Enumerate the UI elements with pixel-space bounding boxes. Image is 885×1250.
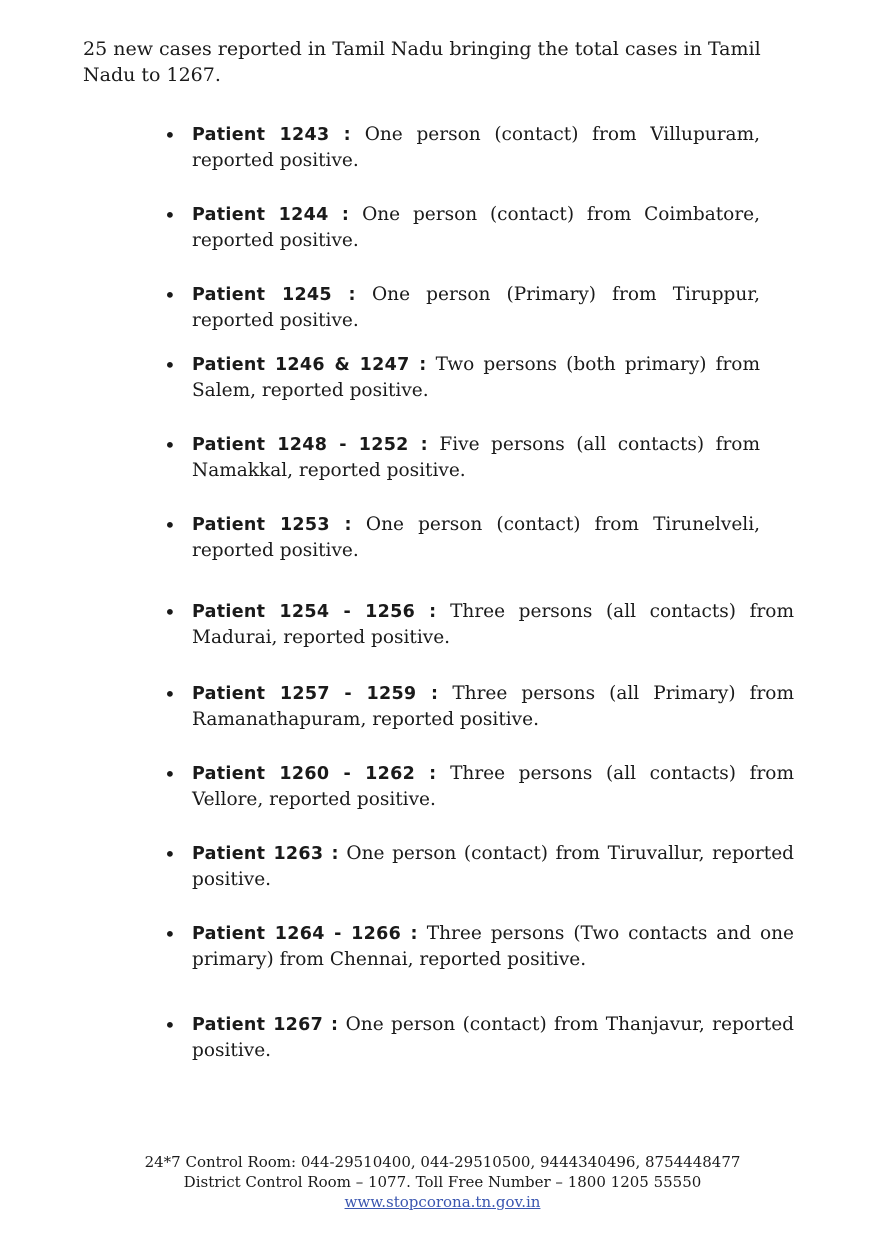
bullet-icon: •	[164, 203, 176, 227]
bullet-icon: •	[164, 922, 176, 946]
intro-paragraph: 25 new cases reported in Tamil Nadu bringing the total cases in Tamil Nadu to 1267.	[83, 38, 761, 86]
patient-description: Two persons (both primary) from Salem, reported positive.	[192, 354, 760, 401]
patient-description: One person (contact) from Tiruvallur, reported positive.	[192, 843, 794, 890]
patient-id: Patient 1244 :	[192, 205, 350, 225]
patient-id: Patient 1264 - 1266 :	[192, 924, 418, 944]
patient-id: Patient 1257 - 1259 :	[192, 684, 439, 704]
list-item	[164, 1012, 795, 1064]
list-item	[164, 202, 760, 254]
bullet-icon: •	[164, 762, 176, 786]
district-control-room: District Control Room – 1077. Toll Free Number – 1800 1205 55550	[183, 1173, 702, 1191]
bullet-icon: •	[164, 842, 176, 866]
list-item	[164, 282, 760, 334]
patient-id: Patient 1246 & 1247 :	[192, 355, 427, 375]
bullet-icon: •	[164, 353, 176, 377]
patient-description: One person (contact) from Tirunelveli, reported positive.	[192, 514, 760, 561]
control-room-numbers: 24*7 Control Room: 044-29510400, 044-29510500, 9444340496, 8754448477	[144, 1153, 741, 1171]
patient-description: Three persons (all contacts) from Vellore, reported positive.	[192, 763, 794, 810]
list-item	[164, 761, 794, 813]
list-item	[164, 599, 794, 651]
patient-id: Patient 1245 :	[192, 285, 356, 305]
patient-description: Three persons (all contacts) from Madurai, reported positive.	[192, 601, 794, 648]
bullet-icon: •	[164, 682, 176, 706]
list-item	[164, 352, 760, 404]
patient-description: Five persons (all contacts) from Namakkal, reported positive.	[192, 434, 760, 481]
patient-id: Patient 1248 - 1252 :	[192, 435, 428, 455]
patient-id: Patient 1254 - 1256 :	[192, 602, 437, 622]
patient-description: Three persons (all Primary) from Ramanathapuram, reported positive.	[192, 683, 794, 730]
list-item	[164, 432, 760, 484]
patient-id: Patient 1253 :	[192, 515, 352, 535]
patient-id: Patient 1243 :	[192, 125, 351, 145]
patient-description: One person (contact) from Thanjavur, reported positive.	[192, 1014, 795, 1061]
patient-id: Patient 1267 :	[192, 1015, 339, 1035]
patient-id: Patient 1263 :	[192, 844, 339, 864]
list-item	[164, 512, 760, 564]
bullet-icon: •	[164, 513, 176, 537]
list-item	[164, 921, 794, 973]
patient-description: Three persons (Two contacts and one primary) from Chennai, reported positive.	[192, 923, 794, 970]
bullet-icon: •	[164, 283, 176, 307]
footer	[0, 1152, 885, 1212]
list-item	[164, 122, 760, 174]
bullet-icon: •	[164, 600, 176, 624]
bullet-icon: •	[164, 1013, 176, 1037]
bullet-icon: •	[164, 123, 176, 147]
patient-description: One person (contact) from Villupuram, reported positive.	[192, 124, 760, 171]
list-item	[164, 681, 794, 733]
bullet-icon: •	[164, 433, 176, 457]
list-item	[164, 841, 794, 893]
website-link[interactable]: www.stopcorona.tn.gov.in	[344, 1193, 541, 1211]
patient-id: Patient 1260 - 1262 :	[192, 764, 437, 784]
patient-description: One person (Primary) from Tiruppur, reported positive.	[192, 284, 760, 331]
patient-description: One person (contact) from Coimbatore, reported positive.	[192, 204, 760, 251]
